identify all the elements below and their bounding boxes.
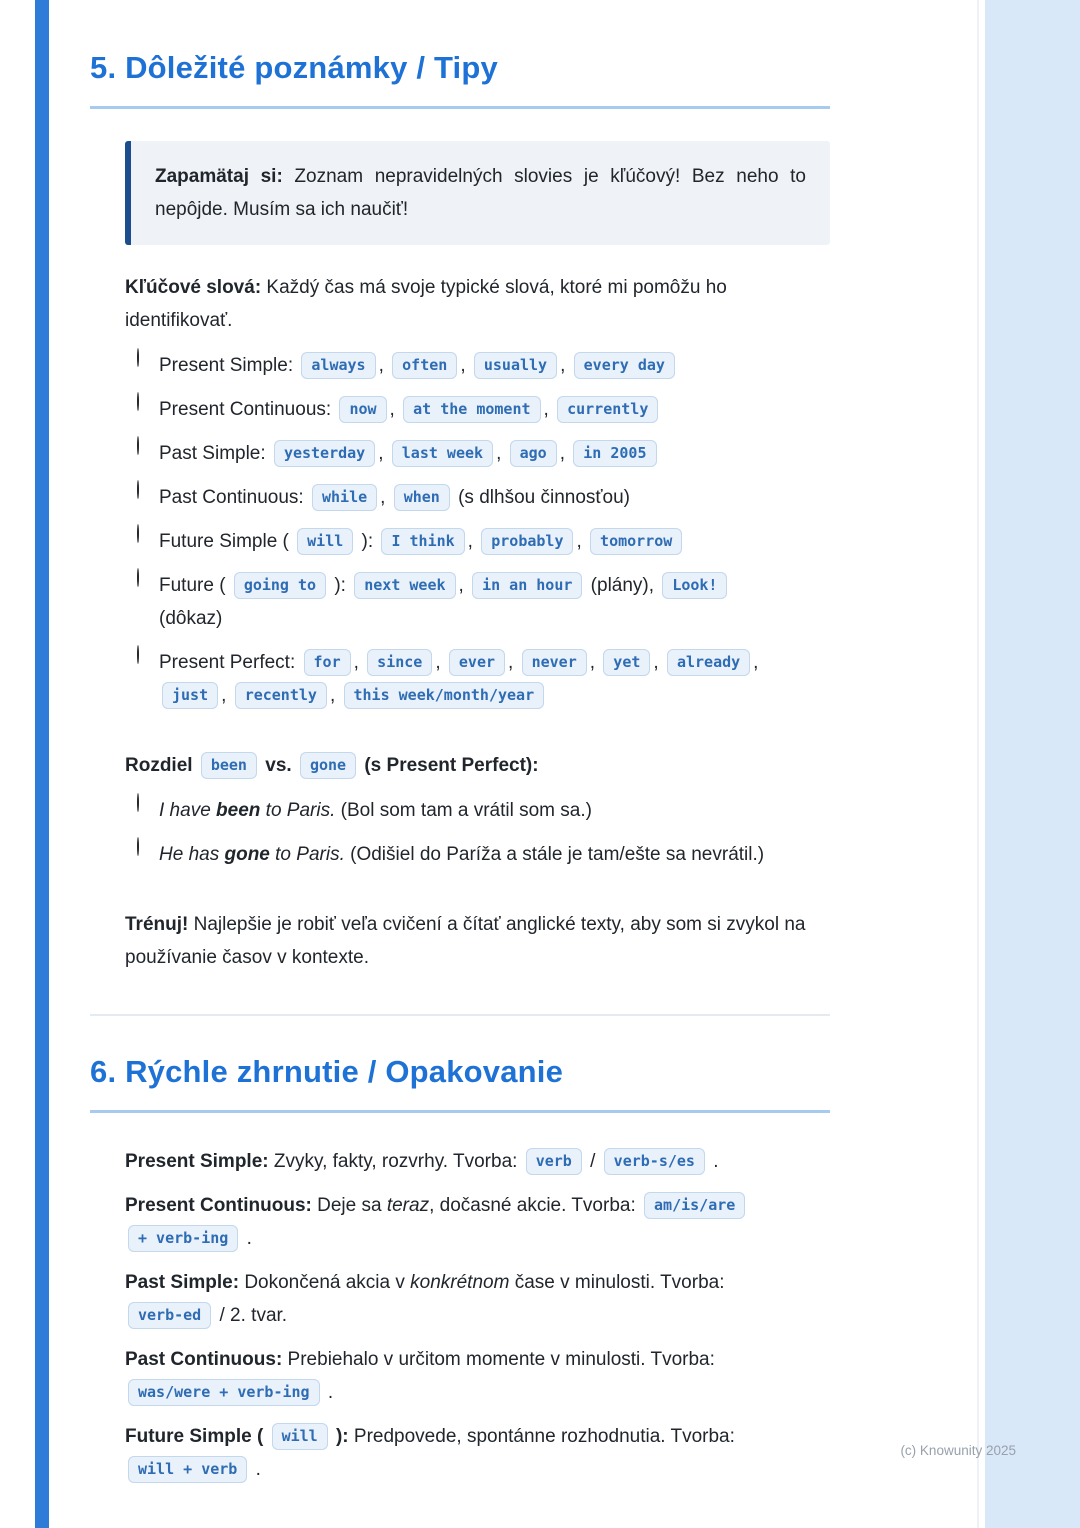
code-chip: ever (449, 649, 505, 676)
code-chip: always (301, 352, 375, 379)
text-segment: / (584, 1151, 601, 1172)
text-segment: . (707, 1151, 719, 1172)
text-segment: , (508, 652, 519, 673)
code-chip: gone (300, 752, 356, 779)
circle-marker (137, 838, 159, 856)
circle-bullet-icon (137, 348, 139, 367)
list-item-callout (90, 141, 830, 245)
code-chip: will (272, 1423, 328, 1450)
page-left-accent-bar (35, 0, 49, 1528)
code-chip: will + verb (128, 1456, 247, 1483)
circle-marker (137, 794, 159, 812)
text-segment: , (435, 652, 446, 673)
code-chip: in 2005 (573, 440, 656, 467)
text-segment: , (460, 355, 471, 376)
text-segment: (dôkaz) (159, 608, 223, 629)
summary-item-text (125, 1343, 830, 1409)
code-chip: when (394, 484, 450, 511)
bullet-marker (90, 1343, 125, 1361)
text-segment: , (653, 652, 664, 673)
code-chip: tomorrow (590, 528, 682, 555)
code-chip: for (304, 649, 351, 676)
sublist-item-present-continuous (137, 393, 830, 426)
code-chip: yet (603, 649, 650, 676)
text-segment: (Odišiel do Paríža a stále je tam/ešte sa nevrátil.) (344, 844, 765, 865)
circle-marker (137, 569, 159, 587)
text-segment: Future Simple ( (159, 531, 295, 552)
code-chip: at the moment (403, 396, 540, 423)
summary-item-text (125, 1189, 830, 1255)
code-chip: ago (510, 440, 557, 467)
code-chip: will (297, 528, 353, 555)
circle-marker (137, 646, 159, 664)
text-segment: Zvyky, fakty, rozvrhy. Tvorba: (268, 1151, 523, 1172)
text-segment: Kľúčové slová: (125, 277, 262, 298)
circle-bullet-icon (137, 568, 139, 587)
text-segment: Past Simple: (125, 1272, 240, 1293)
summary-item-body (125, 1420, 830, 1486)
circle-bullet-icon (137, 793, 139, 812)
text-segment: Present Simple: (125, 1151, 269, 1172)
text-segment: , (753, 652, 759, 673)
sublist-item-text (159, 794, 592, 827)
text-segment: Past Continuous: (125, 1349, 283, 1370)
copyright-watermark: (c) Knowunity 2025 (900, 1443, 1016, 1458)
section-divider (90, 1014, 830, 1016)
section-6 (90, 1054, 830, 1486)
code-chip: been (201, 752, 257, 779)
callout-text (155, 160, 806, 226)
circle-marker (137, 525, 159, 543)
text-segment: Past Continuous: (159, 487, 309, 508)
summary-item-body (125, 1145, 830, 1178)
bullet-marker (90, 141, 125, 159)
sublist-item-text (159, 525, 685, 558)
code-chip: I think (381, 528, 464, 555)
text-segment: , (560, 355, 571, 376)
circle-bullet-icon (137, 392, 139, 411)
text-segment: konkrétnom (410, 1272, 510, 1293)
list-item-been-vs-gone (90, 749, 830, 882)
text-segment: Predpovede, spontánne rozhodnutia. Tvorba: (348, 1426, 735, 1447)
right-gutter-line (977, 0, 979, 1528)
text-segment: Zoznam nepravidelných slovies je kľúčový! Bez neho to nepôjde. Musím sa ich naučiť! (155, 166, 806, 220)
code-chip: usually (474, 352, 557, 379)
text-segment: Present Perfect: (159, 652, 301, 673)
circle-bullet-icon (137, 480, 139, 499)
circle-marker (137, 393, 159, 411)
section-5-title-underline (90, 106, 830, 109)
text-segment: , (389, 399, 401, 420)
sublist-item-future-simple (137, 525, 830, 558)
text-segment: Present Continuous: (125, 1195, 312, 1216)
text-segment: , (353, 652, 365, 673)
code-chip: never (522, 649, 587, 676)
text-segment: I have (159, 800, 217, 821)
code-chip: often (392, 352, 457, 379)
text-segment: Past Simple: (159, 443, 271, 464)
text-segment: (s dlhšou činnosťou) (452, 487, 630, 508)
code-chip: while (312, 484, 377, 511)
text-segment: čase v minulosti. Tvorba: (509, 1272, 725, 1293)
text-segment: (plány), (585, 575, 660, 596)
text-segment: Deje sa (311, 1195, 387, 1216)
text-segment: , (378, 355, 390, 376)
code-chip: currently (557, 396, 658, 423)
bullet-marker (90, 1420, 125, 1438)
section-6-title-underline (90, 1110, 830, 1113)
sublist-item-text (159, 481, 630, 514)
text-segment: , (378, 443, 389, 464)
summary-item-text (125, 1420, 830, 1486)
text-segment: teraz (386, 1195, 430, 1216)
text-segment: , (576, 531, 588, 552)
code-chip: yesterday (274, 440, 375, 467)
text-segment: to Paris. (260, 800, 336, 821)
code-chip: last week (392, 440, 493, 467)
text-segment: He has (159, 844, 225, 865)
code-chip: verb (526, 1148, 582, 1175)
text-segment: Present Continuous: (159, 399, 337, 420)
text-segment: , dočasné akcie. Tvorba: (429, 1195, 642, 1216)
text-segment: Každý čas má svoje typické slová, ktoré mi pomôžu ho identifikovať. (125, 277, 727, 331)
bullet-marker (90, 908, 125, 926)
text-segment: Rozdiel (125, 755, 198, 776)
text-segment: . (250, 1459, 261, 1480)
sublist-item-text (159, 646, 758, 712)
circle-marker (137, 437, 159, 455)
bullet-marker (90, 271, 125, 289)
sublist-item-past-simple (137, 437, 830, 470)
text-segment: to Paris. (269, 844, 345, 865)
text-segment: Prebiehalo v určitom momente v minulosti. Tvorba: (282, 1349, 715, 1370)
callout-box (125, 141, 830, 245)
summary-item-text (125, 1266, 830, 1332)
circle-bullet-icon (137, 524, 139, 543)
keywords-sublist (125, 349, 830, 712)
sublist-item-present-simple (137, 349, 830, 382)
text-segment: (Bol som tam a vrátil som sa.) (335, 800, 592, 821)
sublist-item-text (159, 393, 661, 426)
code-chip: now (339, 396, 386, 423)
section-6-title: 6. Rýchle zhrnutie / Opakovanie (90, 1054, 564, 1089)
circle-marker (137, 349, 159, 367)
summary-item-body (125, 1189, 830, 1255)
section-5 (90, 50, 830, 1016)
code-chip: Look! (662, 572, 727, 599)
section-6-list (90, 1145, 830, 1486)
code-chip: since (367, 649, 432, 676)
summary-item-body (125, 1343, 830, 1409)
text-segment: , (496, 443, 507, 464)
sublist-item-text (159, 437, 660, 470)
text-segment: / 2. tvar. (214, 1305, 288, 1326)
text-segment: ): (330, 1426, 349, 1447)
text-segment: Future ( (159, 575, 231, 596)
summary-item-future-simple (90, 1420, 830, 1486)
sublist-item-present-perfect (137, 646, 830, 712)
circle-bullet-icon (137, 645, 139, 664)
text-segment: , (467, 531, 479, 552)
code-chip: was/were + verb-ing (128, 1379, 320, 1406)
code-chip: + verb-ing (128, 1225, 238, 1252)
text-segment: , (329, 685, 341, 706)
code-chip: this week/month/year (344, 682, 545, 709)
code-chip: am/is/are (644, 1192, 745, 1219)
list-item-keywords (90, 271, 830, 723)
train-text (125, 908, 830, 974)
text-segment: Najlepšie je robiť veľa cvičení a čítať anglické texty, aby som si zvykol na používanie časov v kontexte. (125, 914, 806, 968)
code-chip: in an hour (472, 572, 582, 599)
text-segment: been (216, 800, 261, 821)
sublist-item-text (159, 569, 730, 635)
code-chip: every day (574, 352, 675, 379)
code-chip: probably (481, 528, 573, 555)
text-segment: , (559, 443, 571, 464)
summary-item-present-continuous (90, 1189, 830, 1255)
sublist-item-gone-example (137, 838, 830, 871)
train-body (125, 908, 830, 974)
text-segment: Trénuj! (125, 914, 189, 935)
sublist-item-been-example (137, 794, 830, 827)
text-segment: Zapamätaj si: (155, 166, 283, 187)
page-content (90, 50, 830, 1497)
summary-item-past-continuous (90, 1343, 830, 1409)
text-segment: , (458, 575, 470, 596)
code-chip: already (667, 649, 750, 676)
bullet-marker (90, 1189, 125, 1207)
text-segment: Dokončená akcia v (239, 1272, 411, 1293)
text-segment: , (380, 487, 391, 508)
code-chip: just (162, 682, 218, 709)
text-segment: , (589, 652, 601, 673)
list-item-train (90, 908, 830, 974)
sublist-item-future-going-to (137, 569, 830, 635)
text-segment: gone (224, 844, 270, 865)
text-segment: . (322, 1382, 334, 1403)
circle-bullet-icon (137, 436, 139, 455)
keywords-intro (125, 271, 830, 337)
code-chip: recently (235, 682, 327, 709)
difference-sublist (125, 794, 830, 871)
bullet-marker (90, 749, 125, 767)
text-segment: ): (356, 531, 379, 552)
text-segment: Future Simple ( (125, 1426, 269, 1447)
sublist-item-past-continuous (137, 481, 830, 514)
difference-intro (125, 749, 830, 782)
text-segment: ): (329, 575, 352, 596)
text-segment: , (543, 399, 555, 420)
circle-bullet-icon (137, 837, 139, 856)
code-chip: going to (234, 572, 326, 599)
section-5-title: 5. Dôležité poznámky / Tipy (90, 50, 498, 85)
bullet-marker (90, 1266, 125, 1284)
sublist-item-text (159, 838, 764, 871)
bullet-marker (90, 1145, 125, 1163)
keywords-body (125, 271, 830, 723)
section-5-list (90, 141, 830, 974)
text-segment: , (221, 685, 232, 706)
code-chip: verb-ed (128, 1302, 211, 1329)
summary-item-past-simple (90, 1266, 830, 1332)
code-chip: verb-s/es (604, 1148, 705, 1175)
circle-marker (137, 481, 159, 499)
text-segment: vs. (259, 755, 297, 776)
text-segment: . (241, 1228, 252, 1249)
sublist-item-text (159, 349, 678, 382)
summary-item-body (125, 1266, 830, 1332)
difference-body (125, 749, 830, 882)
summary-item-text (125, 1145, 830, 1178)
text-segment: Present Simple: (159, 355, 299, 376)
summary-item-present-simple (90, 1145, 830, 1178)
code-chip: next week (354, 572, 455, 599)
viewer-right-panel (985, 0, 1080, 1528)
text-segment: (s Present Perfect): (359, 755, 539, 776)
